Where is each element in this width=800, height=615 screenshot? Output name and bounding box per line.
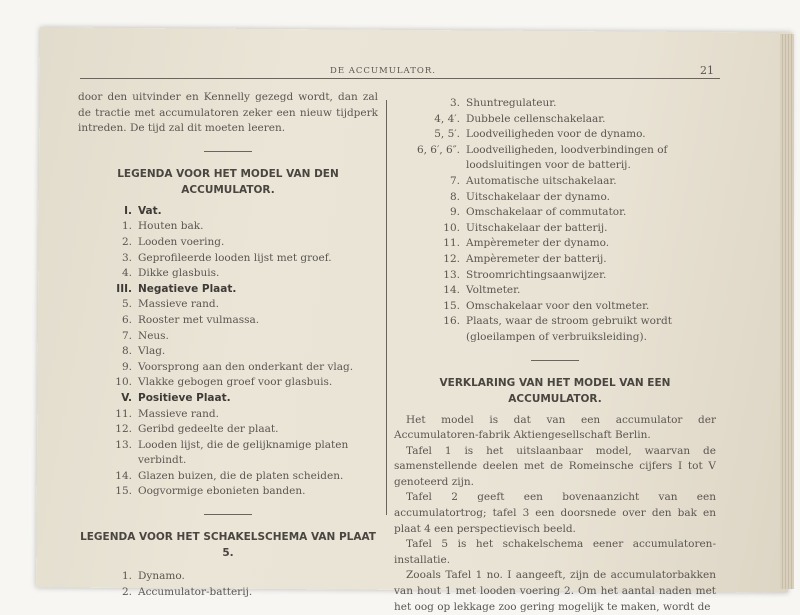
item-text: Houten bak. (138, 219, 203, 235)
item-number: 12. (78, 422, 138, 438)
item-text: Looden lijst, die de gelijknamige platen verbindt. (138, 438, 378, 469)
item-number: 4. (78, 266, 138, 282)
explanation-title: VERKLARING VAN HET MODEL VAN EEN ACCUMULATOR. (394, 375, 716, 407)
item-text: Rooster met vulmassa. (138, 313, 259, 329)
item-text: Positieve Plaat. (138, 391, 231, 407)
item-number: 11. (394, 236, 466, 252)
list-item (394, 96, 716, 112)
item-number: 2. (78, 235, 138, 251)
paragraph: Het model is dat van een accumulator der Accumulatoren-fabrik Aktiengesellschaft Berlin. (394, 413, 716, 444)
item-number: 6. (78, 313, 138, 329)
legend-model-title: LEGENDA VOOR HET MODEL VAN DEN ACCUMULATOR. (78, 166, 378, 198)
list-item (78, 569, 378, 585)
item-number: 3. (78, 251, 138, 267)
item-text: Loodveiligheden voor de dynamo. (466, 127, 646, 143)
list-item (394, 205, 716, 221)
paragraph: Tafel 1 is het uitslaanbaar model, waarvan de samenstellende deelen met de Romeinsche cijfers I tot V genoteerd zijn. (394, 444, 716, 491)
item-text: Voltmeter. (466, 283, 520, 299)
list-item (394, 190, 716, 206)
list-item (394, 112, 716, 128)
list-item (78, 266, 378, 282)
item-number: 6, 6′, 6″. (394, 143, 466, 174)
list-item (78, 391, 378, 407)
legend-schema-title: LEGENDA VOOR HET SCHAKELSCHEMA VAN PLAAT 5. (78, 529, 378, 561)
item-number: 9. (394, 205, 466, 221)
list-item (78, 282, 378, 298)
item-number: 12. (394, 252, 466, 268)
list-item (394, 174, 716, 190)
item-text: Massieve rand. (138, 407, 219, 423)
item-text: Looden voering. (138, 235, 224, 251)
item-number: 13. (78, 438, 138, 469)
item-text: Shuntregulateur. (466, 96, 556, 112)
item-number: 15. (78, 484, 138, 500)
item-text: Accumulator-batterij. (138, 585, 252, 601)
item-text: Geprofileerde looden lijst met groef. (138, 251, 332, 267)
item-number: 14. (394, 283, 466, 299)
list-item (78, 469, 378, 485)
item-text: Uitschakelaar der dynamo. (466, 190, 610, 206)
item-text: Geribd gedeelte der plaat. (138, 422, 278, 438)
list-item (78, 297, 378, 313)
section-rule (204, 151, 252, 152)
item-text: Stroomrichtingsaanwijzer. (466, 268, 606, 284)
list-item (394, 236, 716, 252)
item-number: 8. (78, 344, 138, 360)
page-edges (780, 34, 794, 589)
item-text: Oogvormige ebonieten banden. (138, 484, 305, 500)
list-item (394, 143, 716, 174)
item-text: Glazen buizen, die de platen scheiden. (138, 469, 343, 485)
section-rule (531, 360, 579, 361)
item-number: 5, 5′. (394, 127, 466, 143)
legend-schema-list (78, 569, 378, 600)
list-item (78, 375, 378, 391)
list-item (78, 438, 378, 469)
list-item (78, 329, 378, 345)
list-item (394, 221, 716, 237)
list-item (78, 251, 378, 267)
item-text: Loodveiligheden, loodverbindingen of loodsluitingen voor de batterij. (466, 143, 716, 174)
item-number: 4, 4′. (394, 112, 466, 128)
list-item (78, 585, 378, 601)
item-text: Ampèremeter der dynamo. (466, 236, 609, 252)
paragraph: Tafel 5 is het schakelschema eener accumulatoren-installatie. (394, 537, 716, 568)
list-item (78, 407, 378, 423)
item-number: 10. (78, 375, 138, 391)
item-text: Vat. (138, 204, 162, 220)
list-item (78, 360, 378, 376)
item-number: III. (78, 282, 138, 298)
right-column (394, 96, 716, 615)
list-item (394, 299, 716, 315)
list-item (78, 422, 378, 438)
list-item (78, 484, 378, 500)
item-number: 10. (394, 221, 466, 237)
list-item (394, 252, 716, 268)
item-number: 13. (394, 268, 466, 284)
item-text: Vlakke gebogen groef voor glasbuis. (138, 375, 332, 391)
list-item (394, 268, 716, 284)
item-text: Neus. (138, 329, 169, 345)
item-number: 3. (394, 96, 466, 112)
list-item (78, 344, 378, 360)
list-item (394, 283, 716, 299)
item-number: 16. (394, 314, 466, 345)
running-title: DE ACCUMULATOR. (330, 66, 436, 76)
item-number: 14. (78, 469, 138, 485)
list-item (394, 314, 716, 345)
item-text: Dikke glasbuis. (138, 266, 219, 282)
item-text: Dynamo. (138, 569, 185, 585)
list-item (394, 127, 716, 143)
paragraph: Zooals Tafel 1 no. I aangeeft, zijn de accumulatorbakken van hout 1 met looden voering 2. Om het aantal naden met het oog op lekkage zoo gering mogelijk te maken, wordt de (394, 568, 716, 615)
item-number: 1. (78, 569, 138, 585)
item-number: 11. (78, 407, 138, 423)
item-text: Plaats, waar de stroom gebruikt wordt (gloeilampen of verbruiksleiding). (466, 314, 716, 345)
explanation-text (394, 413, 716, 615)
list-item (78, 204, 378, 220)
legend-schema-list-cont (394, 96, 716, 346)
item-number: I. (78, 204, 138, 220)
list-item (78, 219, 378, 235)
section-rule (204, 514, 252, 515)
intro-paragraph: door den uitvinder en Kennelly gezegd wordt, dan zal de tractie met accumulatoren zeker een nieuw tijdperk intreden. De tijd zal dit moeten leeren. (78, 90, 378, 137)
list-item (78, 313, 378, 329)
item-text: Omschakelaar voor den voltmeter. (466, 299, 649, 315)
item-number: 5. (78, 297, 138, 313)
item-number: 7. (394, 174, 466, 190)
item-number: 1. (78, 219, 138, 235)
item-number: 15. (394, 299, 466, 315)
item-text: Automatische uitschakelaar. (466, 174, 617, 190)
left-column (78, 90, 378, 600)
item-text: Negatieve Plaat. (138, 282, 236, 298)
item-text: Voorsprong aan den onderkant der vlag. (138, 360, 353, 376)
item-text: Uitschakelaar der batterij. (466, 221, 607, 237)
item-number: 8. (394, 190, 466, 206)
item-number: 9. (78, 360, 138, 376)
paragraph: Tafel 2 geeft een bovenaanzicht van een accumulatortrog; tafel 3 een doorsnede over den bak en plaat 4 een perspectievisch beeld. (394, 490, 716, 537)
legend-model-list (78, 204, 378, 500)
item-text: Omschakelaar of commutator. (466, 205, 626, 221)
item-text: Dubbele cellenschakelaar. (466, 112, 605, 128)
item-text: Vlag. (138, 344, 165, 360)
list-item (78, 235, 378, 251)
column-divider (386, 100, 387, 515)
page-number: 21 (700, 64, 714, 77)
item-number: V. (78, 391, 138, 407)
item-text: Ampèremeter der batterij. (466, 252, 607, 268)
item-number: 2. (78, 585, 138, 601)
item-text: Massieve rand. (138, 297, 219, 313)
item-number: 7. (78, 329, 138, 345)
header-rule (80, 78, 720, 79)
